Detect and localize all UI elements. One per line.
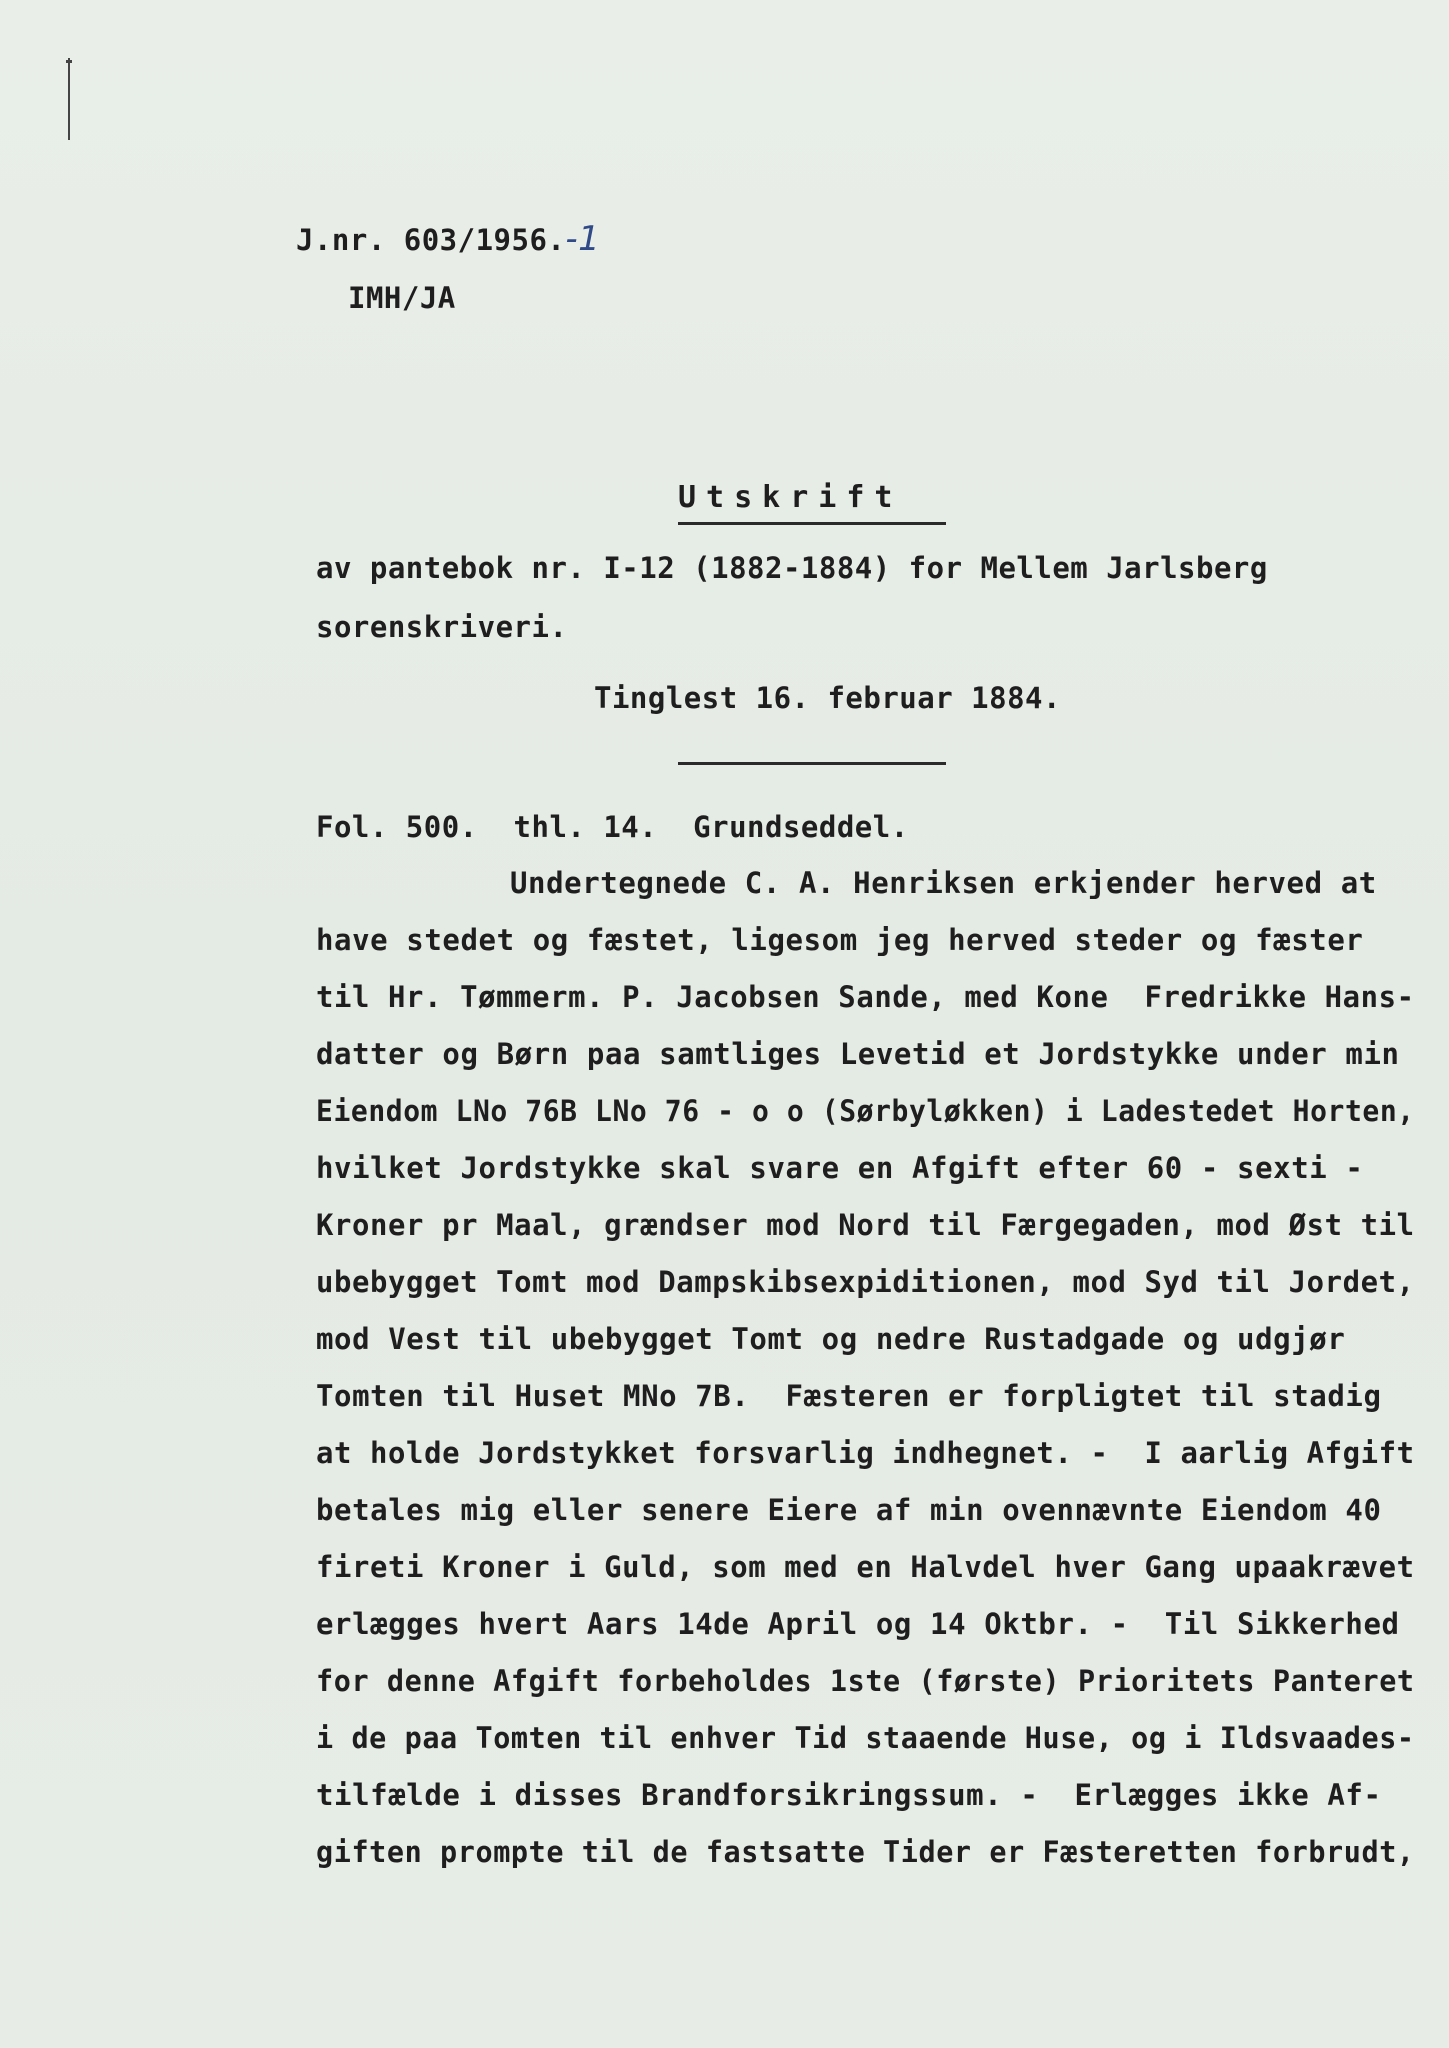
body-line-18: giften prompte til de fastsatte Tider er Fæsteretten forbrudt,: [316, 1835, 1415, 1869]
body-line-4: datter og Børn paa samtliges Levetid et Jordstykke under min: [316, 1037, 1400, 1071]
registration-date: Tinglest 16. februar 1884.: [594, 681, 1061, 715]
journal-number-line: [296, 219, 601, 259]
initials: IMH/JA: [348, 281, 456, 315]
body-line-10: Tomten til Huset MNo 7B. Fæsteren er forpligtet til stadig: [316, 1379, 1382, 1413]
body-line-11: at holde Jordstykket forsvarlig indhegnet. - I aarlig Afgift: [316, 1436, 1415, 1470]
body-line-17: tilfælde i disses Brandforsikringssum. - Erlægges ikke Af-: [316, 1778, 1382, 1812]
subtitle-line-1: av pantebok nr. I-12 (1882-1884) for Mellem Jarlsberg: [316, 551, 1268, 585]
body-line-15: for denne Afgift forbeholdes 1ste (første) Prioritets Panteret: [316, 1664, 1415, 1698]
margin-tick: [66, 60, 72, 63]
body-line-7: Kroner pr Maal, grændser mod Nord til Færgegaden, mod Øst til: [316, 1208, 1415, 1242]
body-line-5: Eiendom LNo 76B LNo 76 - o o (Sørbyløkken) i Ladestedet Horten,: [316, 1094, 1415, 1128]
title-underline: [678, 522, 946, 525]
handwritten-suffix: -1: [565, 219, 601, 259]
body-line-13: fireti Kroner i Guld, som med en Halvdel hver Gang upaakrævet: [316, 1550, 1415, 1584]
body-line-3: til Hr. Tømmerm. P. Jacobsen Sande, med Kone Fredrikke Hans-: [316, 980, 1415, 1014]
subtitle-line-2: sorenskriveri.: [316, 610, 568, 644]
body-line-16: i de paa Tomten til enhver Tid staaende Huse, og i Ildsvaades-: [316, 1721, 1415, 1755]
body-line-14: erlægges hvert Aars 14de April og 14 Oktbr. - Til Sikkerhed: [316, 1607, 1400, 1641]
body-line-6: hvilket Jordstykke skal svare en Afgift efter 60 - sexti -: [316, 1151, 1364, 1185]
body-line-8: ubebygget Tomt mod Dampskibsexpiditionen, mod Syd til Jordet,: [316, 1265, 1415, 1299]
folio-line: Fol. 500. thl. 14. Grundseddel.: [316, 810, 909, 844]
document-title: Utskrift: [678, 480, 903, 515]
section-divider: [678, 762, 946, 765]
body-line-1: Undertegnede C. A. Henriksen erkjender herved at: [510, 866, 1377, 900]
journal-number: J.nr. 603/1956.: [296, 223, 566, 257]
body-line-12: betales mig eller senere Eiere af min ovennævnte Eiendom 40: [316, 1493, 1382, 1527]
body-line-2: have stedet og fæstet, ligesom jeg herved steder og fæster: [316, 923, 1364, 957]
margin-mark: [68, 58, 70, 140]
body-line-9: mod Vest til ubebygget Tomt og nedre Rustadgade og udgjør: [316, 1322, 1346, 1356]
